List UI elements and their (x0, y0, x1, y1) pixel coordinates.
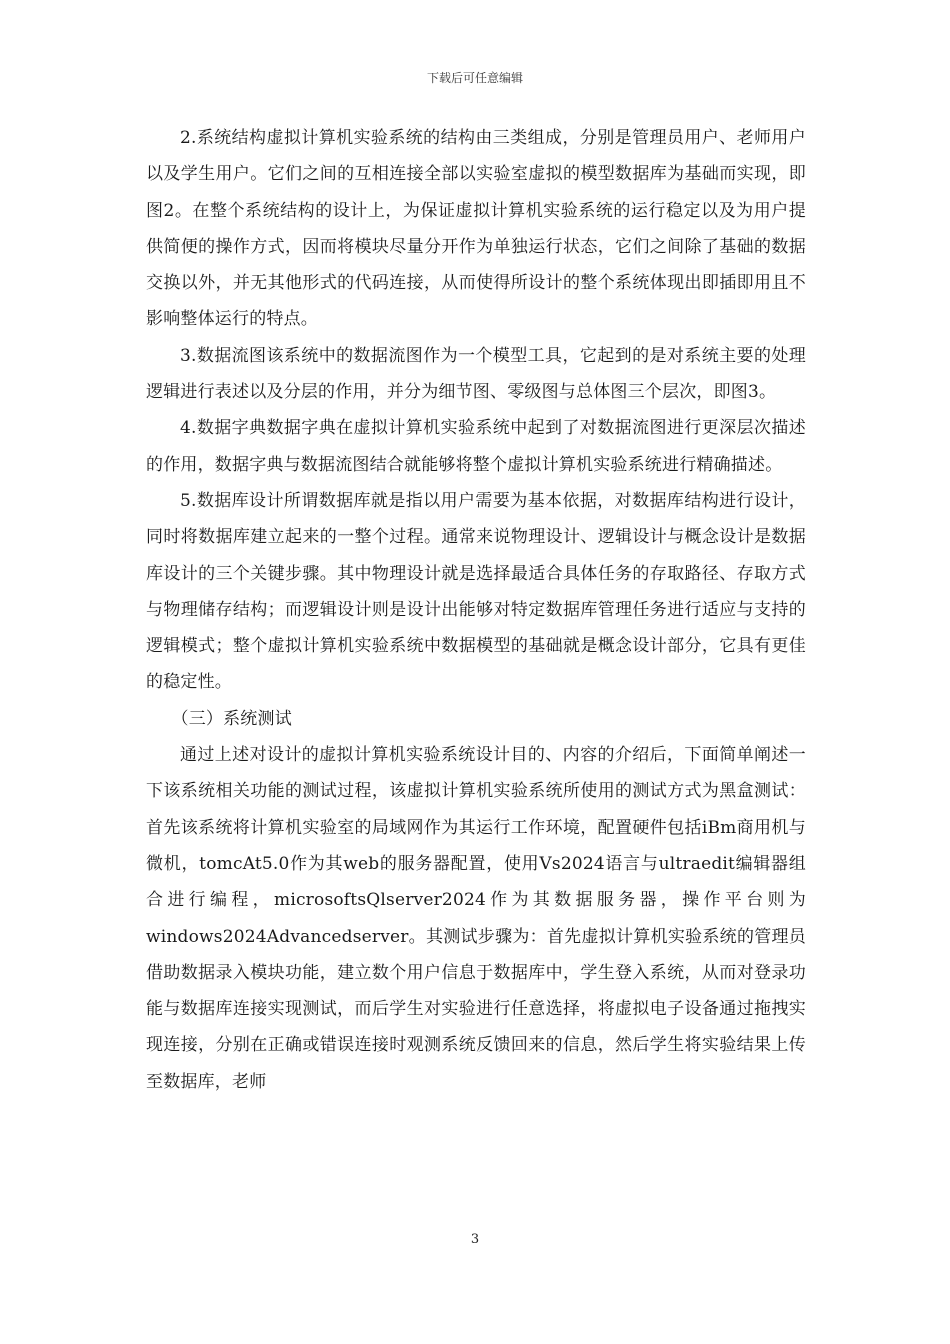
paragraph-data-dictionary: 4.数据字典数据字典在虚拟计算机实验系统中起到了对数据流图进行更深层次描述的作用，数据字典与数据流图结合就能够将整个虚拟计算机实验系统进行精确描述。 (146, 418, 806, 475)
paragraph-database-design: 5.数据库设计所谓数据库就是指以用户需要为基本依据，对数据库结构进行设计，同时将数据库建立起来的一整个过程。通常来说物理设计、逻辑设计与概念设计是数据库设计的三个关键步骤。其中物理设计就是选择最适合具体任务的存取路径、存取方式与物理储存结构；而逻辑设计则是设计出能够对特定数据库管理任务进行适应与支持的逻辑模式；整个虚拟计算机实验系统中数据模型的基础就是概念设计部分，它具有更佳的稳定性。 (146, 490, 806, 693)
page-header: 下载后可任意编辑 (426, 71, 523, 85)
paragraph-data-flow: 3.数据流图该系统中的数据流图作为一个模型工具，它起到的是对系统主要的处理逻辑进行表述以及分层的作用，并分为细节图、零级图与总体图三个层次，即图3。 (146, 345, 806, 403)
page-number: 3 (470, 1232, 480, 1247)
paragraph-system-testing: 通过上述对设计的虚拟计算机实验系统设计目的、内容的介绍后，下面简单阐述一下该系统相关功能的测试过程，该虚拟计算机实验系统所使用的测试方式为黑盒测试：首先该系统将计算机实验室的局域网作为其运行工作环境，配置硬件包括iBm商用机与微机，tomcAt5.0作为其web的服务器配置，使用Vs2024语言与ultraedit编辑器组合进行编程，microsoftsQlserver2024作为其数据服务器，操作平台则为windows2024Advancedserver。其测试步骤为：首先虚拟计算机实验系统的管理员借助数据录入模块功能，建立数个用户信息于数据库中，学生登入系统，从而对登录功能与数据库连接实现测试，而后学生对实验进行任意选择，将虚拟电子设备通过拖拽实现连接，分别在正确或错误连接时观测系统反馈回来的信息，然后学生将实验结果上传至数据库，老师 (146, 745, 806, 1092)
paragraph-system-structure: 2.系统结构虚拟计算机实验系统的结构由三类组成，分别是管理员用户、老师用户以及学生用户。它们之间的互相连接全部以实验室虚拟的模型数据库为基础而实现，即图2。在整个系统结构的设计上，为保证虚拟计算机实验系统的运行稳定以及为用户提供简便的操作方式，因而将模块尽量分开作为单独运行状态，它们之间除了基础的数据交换以外，并无其他形式的代码连接，从而使得所设计的整个系统体现出即插即用且不影响整体运行的特点。 (146, 128, 806, 330)
section-heading: （三）系统测试 (171, 708, 292, 729)
body-text (146, 120, 806, 1100)
